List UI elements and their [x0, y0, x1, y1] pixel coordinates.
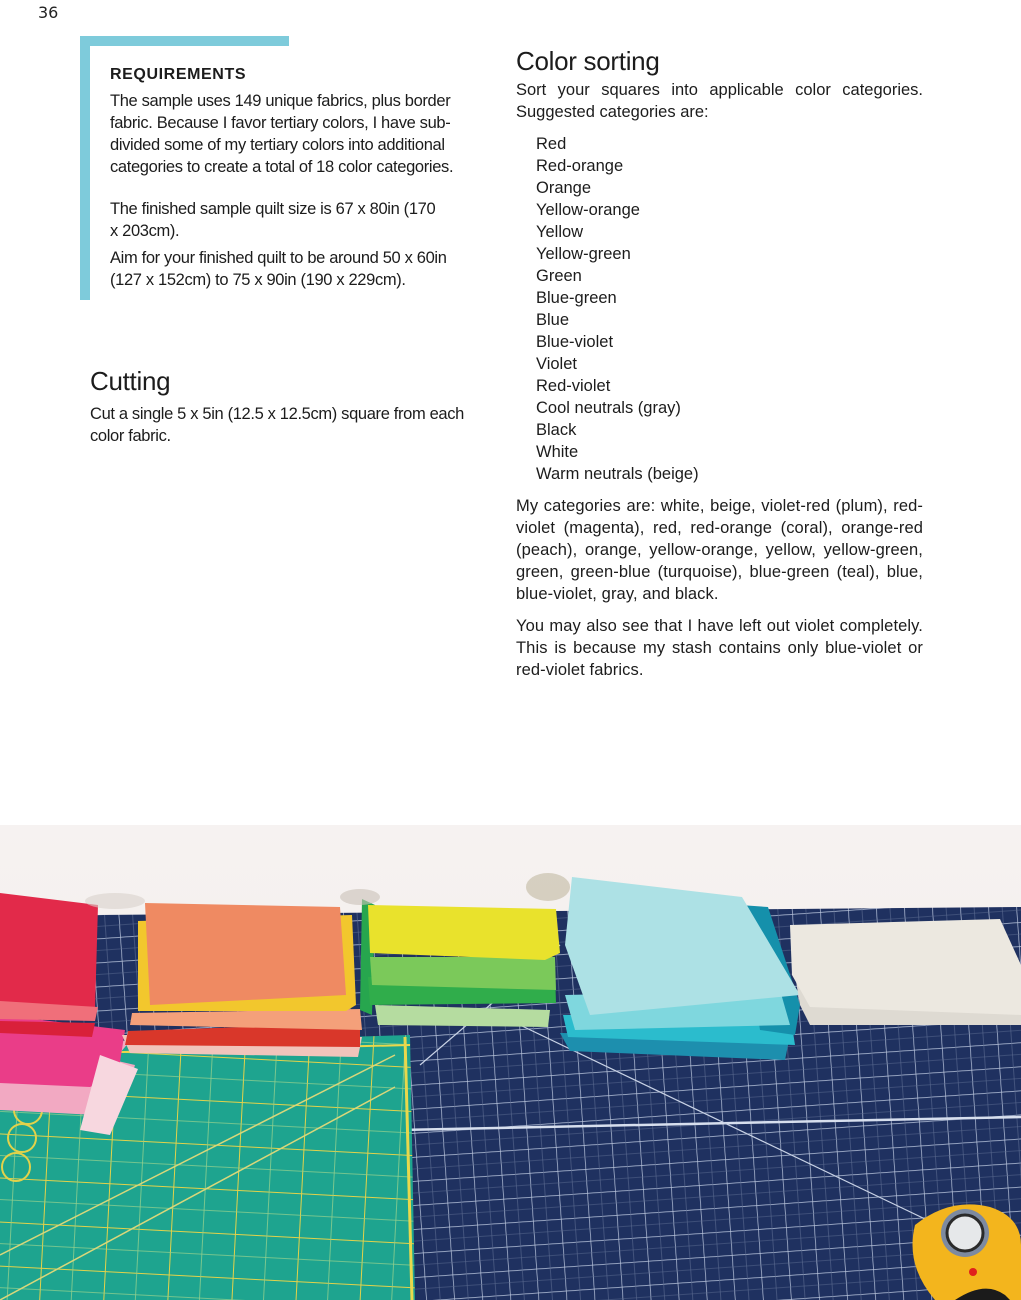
cutting-title: Cutting [90, 366, 171, 396]
cutting-body: Cut a single 5 x 5in (12.5 x 12.5cm) square from each color fabric. [90, 405, 464, 445]
category-item: Red-violet [536, 377, 611, 395]
category-item: Cool neutrals (gray) [536, 399, 681, 417]
color-sorting-intro: Sort your squares into applicable color categories. Suggested categories are: [516, 81, 923, 121]
fabric-stacks-photo [0, 825, 1021, 1300]
requirements-bracket-left [80, 36, 90, 300]
my-categories-paragraph: My categories are: white, beige, violet-red (plum), red-violet (magenta), red, red-orange (coral), orange-red (peach), orange, yellow-orange, yellow, yellow-green, green, green-blue (turquoise), blue-green (teal), blue, blue-violet, gray, and black. [516, 497, 923, 603]
category-item: Yellow-green [536, 245, 631, 263]
category-item: Blue-green [536, 289, 617, 307]
requirements-paragraph: The finished sample quilt size is 67 x 80in (170 x 203cm). [110, 200, 436, 240]
category-item: Green [536, 267, 582, 285]
category-item: Red [536, 135, 567, 153]
rotary-cutter-icon [913, 1204, 1021, 1300]
category-item: Black [536, 421, 577, 439]
category-item: Blue-violet [536, 333, 614, 351]
category-item: Blue [536, 311, 570, 329]
category-list [516, 133, 923, 485]
page-number: 36 [38, 3, 59, 22]
violet-note-paragraph: You may also see that I have left out violet completely. This is because my stash contains only blue-violet or red-violet fabrics. [516, 617, 923, 679]
color-sorting-section [516, 45, 923, 681]
cutting-section [90, 365, 490, 447]
requirements-heading: REQUIREMENTS [110, 66, 247, 83]
requirements-bracket-top [80, 36, 289, 46]
category-item: Yellow [536, 223, 584, 241]
category-item: Yellow-orange [536, 201, 640, 219]
requirements-box [110, 64, 482, 291]
category-item: Red-orange [536, 157, 624, 175]
category-item: Warm neutrals (beige) [536, 465, 699, 483]
requirements-paragraph: Aim for your finished quilt to be around 50 x 60in (127 x 152cm) to 75 x 90in (190 x 229cm). [110, 249, 447, 289]
color-sorting-title: Color sorting [516, 46, 660, 76]
category-item: Orange [536, 179, 592, 197]
requirements-paragraph: The sample uses 149 unique fabrics, plus border fabric. Because I favor tertiary colors, I have sub-divided some of my tertiary colors into additional categories to create a total of 18 color categories. [110, 92, 454, 176]
category-item: White [536, 443, 579, 461]
category-item: Violet [536, 355, 577, 373]
